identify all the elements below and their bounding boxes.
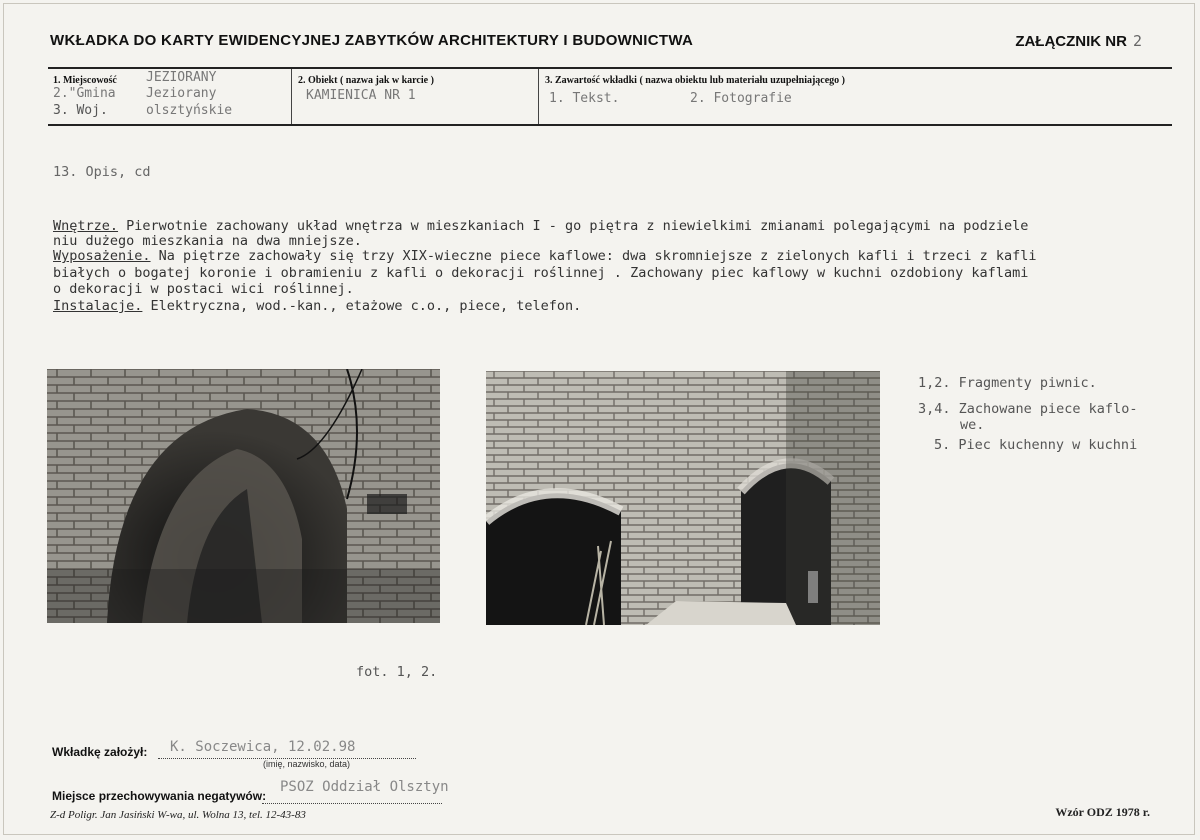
field-gmina-value: Jeziorany (146, 86, 217, 101)
field-woj-value: olsztyńskie (146, 103, 233, 118)
field-zawartosc-label: 3. Zawartość wkładki ( nazwa obiektu lub materiału uzupełniającego ) (545, 75, 846, 86)
wnetrze-text: Pierwotnie zachowany układ wnętrza w mieszkaniach I - go piętra z niewielkimi zmianami polegającymi na podziele (118, 218, 1029, 234)
instalacje-label: Instalacje. (53, 298, 143, 314)
negatywy-value: PSOZ Oddział Olsztyn (280, 779, 449, 795)
field-zawartosc-item1: 1. Tekst. (549, 91, 620, 106)
field-miejscowosc-value: JEZIORANY (146, 70, 217, 85)
field-zawartosc-item2: 2. Fotografie (690, 91, 792, 106)
photo-caption: fot. 1, 2. (356, 664, 438, 680)
field-separator (291, 69, 292, 124)
section-heading: 13. Opis, cd (53, 164, 151, 180)
photo-cellar-vault-1 (47, 369, 440, 623)
zalozyl-hint: (imię, nazwisko, data) (263, 759, 351, 769)
header-rule-top (48, 67, 1172, 69)
negatywy-label: Miejsce przechowywania negatywów: (52, 789, 267, 803)
description-line (53, 298, 581, 314)
description-line: o dekoracji w postaci wici roślinnej. (53, 281, 354, 297)
caption-2: 3,4. Zachowane piece kaflo- (918, 401, 1138, 417)
field-obiekt-value: KAMIENICA NR 1 (306, 88, 416, 103)
attachment-label: ZAŁĄCZNIK NR (1015, 33, 1127, 50)
caption-3: 5. Piec kuchenny w kuchni (934, 437, 1138, 453)
field-obiekt-label: 2. Obiekt ( nazwa jak w karcie ) (298, 75, 434, 86)
caption-2-cont: we. (960, 417, 985, 433)
zalozyl-value: K. Soczewica, 12.02.98 (170, 739, 356, 755)
wnetrze-label: Wnętrze. (53, 218, 119, 234)
field-miejscowosc-label: 1. Miejscowość (53, 75, 117, 86)
description-line: niu dużego mieszkania na dwa mniejsze. (53, 233, 362, 249)
field-gmina-label: 2."Gmina (53, 86, 116, 101)
attachment-number (1015, 32, 1142, 50)
field-woj-label: 3. Woj. (53, 103, 108, 118)
wyposazenie-text: Na piętrze zachowały się trzy XIX-wieczne piece kaflowe: dwa skromniejsze z zielonych kafli i trzeci z kafli (150, 248, 1037, 264)
photo-cellar-vault-2 (486, 371, 880, 625)
attachment-value: 2 (1132, 32, 1142, 50)
field-separator (538, 69, 539, 124)
form-title: WKŁADKA DO KARTY EWIDENCYJNEJ ZABYTKÓW ARCHITEKTURY I BUDOWNICTWA (50, 32, 694, 49)
form-model: Wzór ODZ 1978 r. (1055, 805, 1150, 819)
wyposazenie-label: Wyposażenie. (53, 248, 151, 264)
description-line (53, 218, 1028, 234)
instalacje-text: Elektryczna, wod.-kan., etażowe c.o., piece, telefon. (142, 298, 582, 314)
description-line (53, 248, 1036, 264)
description-line: białych o bogatej koronie i obramieniu z kafli o dekoracji roślinnej . Zachowany piec kaflowy w kuchni ozdobiony kaflami (53, 265, 1029, 281)
caption-1: 1,2. Fragmenty piwnic. (918, 375, 1097, 391)
header-rule-bottom (48, 124, 1172, 126)
zalozyl-label: Wkładkę założył: (52, 745, 148, 759)
printer-imprint: Z-d Poligr. Jan Jasiński W-wa, ul. Wolna 13, tel. 12-43-83 (50, 809, 306, 821)
